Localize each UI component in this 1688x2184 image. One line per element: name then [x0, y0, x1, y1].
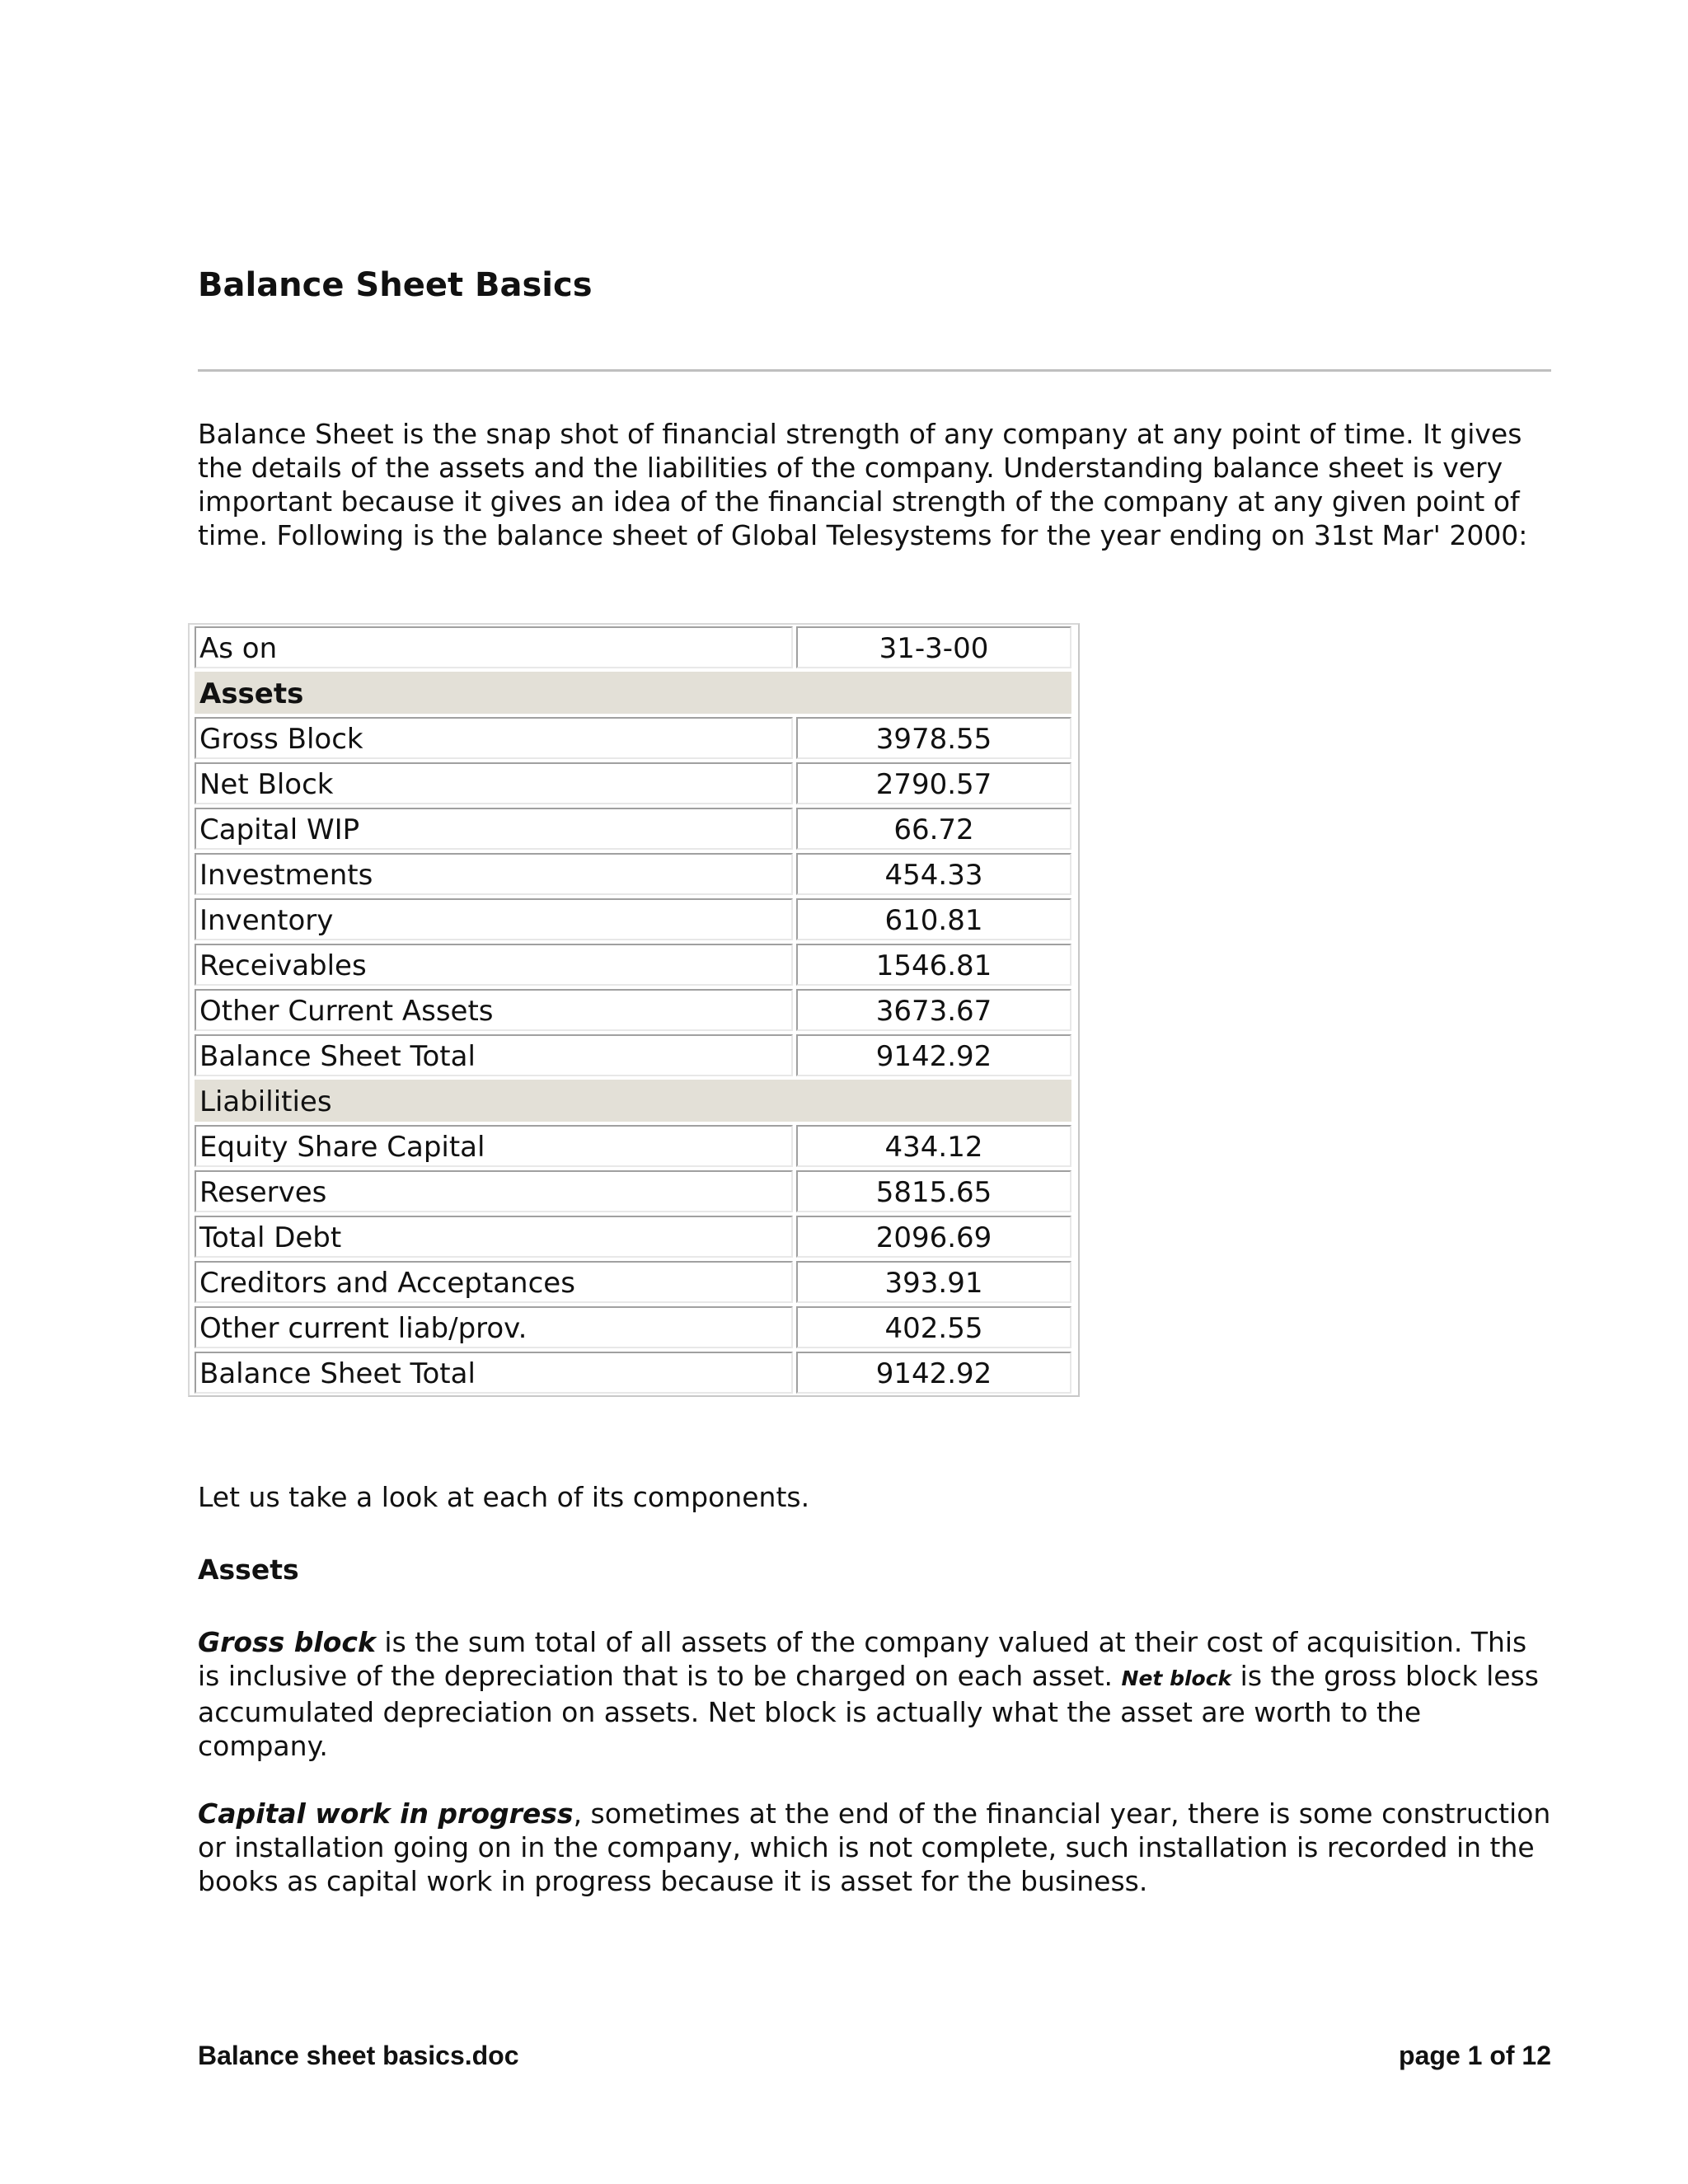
- row-label: Equity Share Capital: [195, 1125, 793, 1167]
- row-value: 3673.67: [796, 989, 1071, 1031]
- assets-heading: Assets: [198, 1554, 299, 1586]
- row-value: 3978.55: [796, 717, 1071, 759]
- row-label: Other Current Assets: [195, 989, 793, 1031]
- table-row: [195, 1170, 1076, 1212]
- footer-filename: Balance sheet basics.doc: [198, 2041, 519, 2070]
- balance-sheet-table: [188, 623, 1080, 1397]
- footer-page-number: page 1 of 12: [1399, 2041, 1551, 2070]
- assets-section-label: Assets: [195, 672, 1071, 714]
- row-value: 402.55: [796, 1306, 1071, 1348]
- table-row: [195, 944, 1076, 986]
- table-row: [195, 1306, 1076, 1348]
- table-row: [195, 762, 1076, 804]
- table-row: [195, 808, 1076, 850]
- document-page: [198, 0, 1550, 2184]
- net-block-text: is the gross block less accumulated depreciation on assets. Net block is actually what the asset are worth to the company.: [198, 1660, 1539, 1762]
- page-title: Balance Sheet Basics: [198, 266, 593, 304]
- row-value: 2096.69: [796, 1216, 1071, 1258]
- liabilities-section-row: [195, 1080, 1076, 1122]
- table-row: [195, 989, 1076, 1031]
- row-label: Balance Sheet Total: [195, 1034, 793, 1076]
- horizontal-rule: [198, 369, 1551, 372]
- row-value: 610.81: [796, 898, 1071, 940]
- capital-wip-term: Capital work in progress: [198, 1797, 574, 1830]
- table-header-row: [195, 626, 1076, 668]
- table-row: [195, 898, 1076, 940]
- intro-paragraph: Balance Sheet is the snap shot of financial strength of any company at any point of time. It gives the details of the assets and the liabilities of the company. Understanding balance sheet is very important because it gives an idea of the financial strength of the company at any given point of time. Following is the balance sheet of Global Telesystems for the year ending on 31st Mar' 2000:: [198, 418, 1528, 551]
- row-label: Inventory: [195, 898, 793, 940]
- gross-block-term: Gross block: [198, 1626, 376, 1658]
- row-value: 2790.57: [796, 762, 1071, 804]
- row-value: 1546.81: [796, 944, 1071, 986]
- assets-section-row: [195, 672, 1076, 714]
- table-row: [195, 1125, 1076, 1167]
- row-value: 9142.92: [796, 1034, 1071, 1076]
- row-label: Net Block: [195, 762, 793, 804]
- row-label: Total Debt: [195, 1216, 793, 1258]
- row-label: Reserves: [195, 1170, 793, 1212]
- net-block-term: Net block: [1121, 1666, 1232, 1690]
- row-label: Creditors and Acceptances: [195, 1261, 793, 1303]
- capital-wip-paragraph: [198, 1797, 1554, 1898]
- row-value: 5815.65: [796, 1170, 1071, 1212]
- row-label: Investments: [195, 853, 793, 895]
- table-row: [195, 1352, 1076, 1394]
- row-value: 434.12: [796, 1125, 1071, 1167]
- table-row: [195, 1034, 1076, 1076]
- liabilities-section-label: Liabilities: [195, 1080, 1071, 1122]
- row-value: 66.72: [796, 808, 1071, 850]
- gross-block-text: is the sum total of all assets of the company valued at their cost of acquisition. This is inclusive of the depreciation that is to be charged on each asset.: [198, 1626, 1527, 1692]
- row-label: Capital WIP: [195, 808, 793, 850]
- table-header-label: As on: [195, 626, 793, 668]
- components-intro: Let us take a look at each of its components.: [198, 1481, 810, 1513]
- gross-block-paragraph: [198, 1625, 1554, 1763]
- table-row: [195, 1216, 1076, 1258]
- table-row: [195, 1261, 1076, 1303]
- row-label: Balance Sheet Total: [195, 1352, 793, 1394]
- row-value: 393.91: [796, 1261, 1071, 1303]
- capital-wip-text: , sometimes at the end of the financial year, there is some construction or installation going on in the company, which is not complete, such installation is recorded in the books as capital work in progress because it is asset for the business.: [198, 1797, 1551, 1897]
- table-row: [195, 853, 1076, 895]
- row-label: Other current liab/prov.: [195, 1306, 793, 1348]
- row-label: Receivables: [195, 944, 793, 986]
- row-value: 454.33: [796, 853, 1071, 895]
- row-value: 9142.92: [796, 1352, 1071, 1394]
- row-label: Gross Block: [195, 717, 793, 759]
- table-header-date: 31-3-00: [796, 626, 1071, 668]
- table-row: [195, 717, 1076, 759]
